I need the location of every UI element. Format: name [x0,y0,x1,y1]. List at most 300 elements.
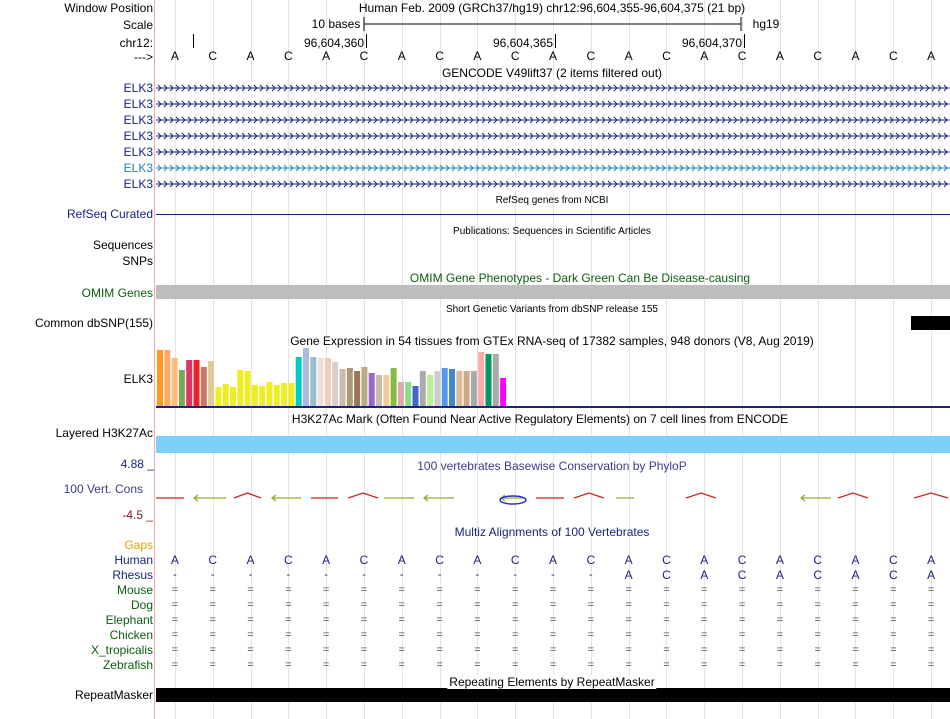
sequence-base: C [208,49,218,63]
multiz-species-label[interactable]: Rhesus [112,568,153,582]
multiz-base: = [285,659,292,671]
multiz-base: = [285,629,292,641]
refseq-title: RefSeq genes from NCBI [495,195,609,206]
omim-gene-bar[interactable] [156,285,950,299]
gtex-tissue-bar[interactable] [449,369,455,406]
gtex-tissue-bar[interactable] [172,358,178,406]
publications-snps-label[interactable]: SNPs [122,254,153,268]
gtex-tissue-bar[interactable] [318,358,324,406]
gtex-tissue-bar[interactable] [500,378,506,406]
phylop-segment [914,493,948,498]
multiz-base: = [171,644,179,656]
phylop-min-label: -4.5 _ [122,508,153,522]
sequence-base: C [283,49,293,63]
h3k27ac-label[interactable]: Layered H3K27Ac [55,426,153,440]
gtex-title: Gene Expression in 54 tissues from GTEx RNA-seq of 17382 samples, 948 donors (V8, Aug 2019) [290,334,814,348]
dbsnp-title: Short Genetic Variants from dbSNP release 155 [446,304,658,315]
multiz-base: = [474,614,481,626]
repeatmasker-bar[interactable] [156,688,950,702]
multiz-base: = [322,644,330,656]
multiz-base: - [513,569,518,581]
multiz-base: = [171,599,179,611]
gtex-tissue-bar[interactable] [230,387,236,406]
multiz-base: = [663,659,670,671]
multiz-base: = [852,659,859,671]
ruler-position-label: 96,604,360 [303,36,364,50]
dbsnp-label[interactable]: Common dbSNP(155) [34,316,153,330]
multiz-base: = [247,584,254,596]
multiz-base: - [286,569,291,581]
multiz-base: = [474,599,481,611]
multiz-species-label[interactable]: Mouse [116,583,153,597]
gtex-tissue-bar[interactable] [157,350,163,406]
gtex-tissue-bar[interactable] [325,358,331,406]
multiz-base: C [737,568,747,582]
gencode-transcript[interactable] [156,98,950,110]
multiz-base: = [549,644,557,656]
multiz-base: = [511,629,519,641]
multiz-base: = [171,629,179,641]
multiz-base: = [209,584,216,596]
multiz-base: = [209,644,216,656]
h3k27ac-signal[interactable] [156,436,950,453]
multiz-base: C [359,553,369,567]
gtex-tissue-bar[interactable] [471,371,477,406]
phylop-segment [194,495,226,501]
gtex-tissue-bar[interactable] [493,354,499,406]
multiz-base: = [322,584,330,596]
gtex-tissue-bar[interactable] [179,370,185,406]
phylop-segment [574,493,604,498]
phylop-segment [424,495,454,501]
sequence-base: C [813,49,822,63]
multiz-base: = [436,644,443,656]
multiz-base: = [738,644,746,656]
multiz-base: = [776,644,784,656]
multiz-base: = [474,629,481,641]
multiz-base: = [852,599,859,611]
multiz-base: C [813,553,822,567]
multiz-base: = [625,644,632,656]
gtex-tissue-bar[interactable] [398,382,404,406]
multiz-base: = [663,614,670,626]
sequence-base: A [322,49,331,63]
multiz-base: = [511,599,519,611]
sequence-base: A [170,49,179,63]
gtex-tissue-bar[interactable] [478,352,484,406]
gencode-transcript[interactable] [156,178,950,190]
multiz-base: = [247,659,254,671]
multiz-base: = [625,584,632,596]
phylop-signal[interactable] [156,488,950,512]
gtex-tissue-bar[interactable] [215,387,221,406]
gtex-tissue-bar[interactable] [413,386,419,406]
gencode-transcript[interactable] [156,146,950,158]
multiz-base: = [209,599,216,611]
multiz-base: - [324,569,328,581]
strand-arrow-label: ---> [134,50,153,64]
gtex-tissue-bar[interactable] [288,383,294,406]
multiz-base: - [399,569,404,581]
multiz-base: A [700,568,709,582]
gtex-tissue-bar[interactable] [369,373,375,406]
gencode-transcript-label[interactable]: ELK3 [123,161,153,175]
multiz-base: C [435,553,444,567]
gtex-gene-label[interactable]: ELK3 [123,372,153,386]
multiz-base: = [360,584,368,596]
sequence-base: A [397,49,406,63]
multiz-base: = [549,584,557,596]
gencode-transcript[interactable] [156,130,950,142]
multiz-base: A [170,553,179,567]
multiz-base: = [511,644,519,656]
multiz-base: = [360,614,368,626]
multiz-base: = [285,584,292,596]
multiz-base: = [890,659,897,671]
gencode-transcript-label[interactable]: ELK3 [123,177,153,191]
multiz-base: = [209,614,216,626]
window-position-label: Window Position [64,1,153,15]
multiz-base: = [738,584,746,596]
multiz-base: = [398,659,405,671]
gtex-tissue-bar[interactable] [267,382,273,406]
sequence-base: A [246,49,255,63]
gtex-tissue-bar[interactable] [361,367,367,406]
gencode-transcript[interactable] [156,82,950,94]
gtex-tissue-bar[interactable] [405,382,411,406]
multiz-base: = [247,614,254,626]
multiz-base: = [776,614,784,626]
multiz-species-label[interactable]: Elephant [105,613,153,627]
multiz-base: = [247,599,254,611]
gtex-tissue-bar[interactable] [376,375,382,406]
multiz-base: = [398,584,405,596]
multiz-base: - [588,569,593,581]
multiz-base: - [248,569,253,581]
multiz-base: A [624,553,633,567]
phylop-max-label: 4.88 _ [120,457,154,471]
multiz-base: = [285,599,292,611]
multiz-base: = [322,659,330,671]
gtex-bar-chart[interactable] [156,348,950,410]
multiz-base: A [927,553,936,567]
gencode-transcript[interactable] [156,162,950,174]
multiz-base: A [927,568,936,582]
sequence-base: A [548,49,557,63]
multiz-base: A [700,553,709,567]
sequence-base: A [851,49,860,63]
phylop-label[interactable]: 100 Vert. Cons [63,482,143,496]
multiz-base: C [888,553,898,567]
gtex-tissue-bar[interactable] [164,350,170,406]
multiz-base: = [852,629,859,641]
multiz-base: = [890,644,897,656]
gtex-tissue-bar[interactable] [259,386,265,406]
multiz-base: = [852,614,859,626]
multiz-base: = [852,584,859,596]
multiz-title: Multiz Alignments of 100 Vertebrates [454,525,650,539]
multiz-base: = [927,629,935,641]
scale-label: Scale [122,18,153,32]
multiz-base: A [548,553,557,567]
multiz-base: = [171,659,179,671]
publications-title: Publications: Sequences in Scientific Articles [453,226,651,237]
sequence-base: C [435,49,444,63]
ruler-tick [555,34,556,48]
multiz-base: = [549,599,557,611]
multiz-base: = [663,584,670,596]
repeatmasker-title: Repeating Elements by RepeatMasker [449,675,655,689]
multiz-base: = [436,584,443,596]
multiz-base: = [322,614,330,626]
multiz-base: = [587,629,595,641]
multiz-base: = [436,659,443,671]
ruler-position-label: 96,604,365 [492,36,553,50]
multiz-base: = [436,629,443,641]
multiz-base: = [890,629,897,641]
gtex-tissue-bar[interactable] [427,375,433,406]
dbsnp-variant[interactable] [911,316,950,330]
multiz-base: = [701,614,708,626]
gencode-transcript-label[interactable]: ELK3 [123,81,153,95]
multiz-species-label[interactable]: Dog [130,598,153,612]
gtex-tissue-bar[interactable] [281,383,287,406]
multiz-base: = [436,614,443,626]
refseq-label[interactable]: RefSeq Curated [66,207,153,221]
gtex-tissue-bar[interactable] [332,362,338,406]
gtex-tissue-bar[interactable] [252,385,258,406]
multiz-base: = [247,644,254,656]
gtex-tissue-bar[interactable] [201,367,207,406]
multiz-base: = [927,659,935,671]
phylop-segment [272,495,301,501]
sequence-base: A [624,49,633,63]
multiz-base: = [511,659,519,671]
multiz-base: = [814,629,821,641]
repeatmasker-label[interactable]: RepeatMasker [74,688,153,702]
multiz-base: = [890,614,897,626]
multiz-base: - [362,569,366,581]
multiz-base: = [701,629,708,641]
multiz-base: C [737,553,747,567]
multiz-base: C [813,568,822,582]
multiz-base: = [549,629,557,641]
gtex-tissue-bar[interactable] [303,348,309,406]
sequence-base: C [888,49,898,63]
multiz-base: = [247,629,254,641]
gtex-tissue-bar[interactable] [347,368,353,406]
gencode-transcript-label[interactable]: ELK3 [123,129,153,143]
gtex-tissue-bar[interactable] [486,354,492,406]
multiz-base: = [625,614,632,626]
multiz-base: = [927,644,935,656]
multiz-species-label[interactable]: Zebrafish [102,658,153,672]
multiz-base: = [701,599,708,611]
gaps-label: Gaps [124,538,153,552]
multiz-base: = [663,599,670,611]
phylop-segment [801,495,831,501]
gencode-title: GENCODE V49lift37 (2 items filtered out) [441,66,663,80]
sequence-base: C [359,49,369,63]
gtex-tissue-bar[interactable] [194,360,200,406]
multiz-base: = [474,644,481,656]
multiz-base: A [851,553,860,567]
multiz-base: C [510,553,520,567]
sequence-base: A [927,49,936,63]
multiz-base: = [587,584,595,596]
multiz-base: = [625,599,632,611]
multiz-base: = [701,584,708,596]
multiz-base: A [775,553,784,567]
multiz-base: = [285,614,292,626]
multiz-base: = [474,659,481,671]
gencode-transcript[interactable] [156,114,950,126]
multiz-base: = [285,644,292,656]
h3k27ac-title: H3K27Ac Mark (Often Found Near Active Regulatory Elements) on 7 cell lines from ENCODE [291,412,789,426]
multiz-base: = [587,599,595,611]
multiz-base: - [173,569,177,581]
multiz-base: = [360,599,368,611]
multiz-base: = [738,659,746,671]
gtex-tissue-bar[interactable] [274,385,280,406]
multiz-base: = [549,614,557,626]
chrom-label: chr12: [119,36,153,50]
multiz-base: = [927,599,935,611]
multiz-species-label[interactable]: Human [114,553,153,567]
multiz-base: A [624,568,633,582]
gencode-transcript-label[interactable]: ELK3 [123,97,153,111]
multiz-species-label[interactable]: Chicken [109,628,153,642]
sequence-base: C [510,49,520,63]
phylop-segment [234,493,261,498]
multiz-base: = [814,614,821,626]
scale-text: 10 bases [311,17,361,31]
multiz-base: A [775,568,784,582]
ruler-tick [366,34,367,48]
gtex-tissue-bar[interactable] [340,369,346,406]
multiz-base: C [662,568,671,582]
ruler-tick [744,34,745,48]
multiz-base: = [360,644,368,656]
multiz-base: = [776,629,784,641]
multiz-base: C [283,553,293,567]
multiz-base: = [322,599,330,611]
refseq-gene-line[interactable] [156,214,950,215]
multiz-species-label[interactable]: X_tropicalis [90,643,153,657]
position-text: Human Feb. 2009 (GRCh37/hg19) chr12:96,604,355-96,604,375 (21 bp) [358,1,746,15]
gtex-tissue-bar[interactable] [310,357,316,406]
multiz-base: = [927,584,935,596]
gtex-tissue-bar[interactable] [391,368,397,406]
multiz-base: A [473,553,482,567]
gtex-tissue-bar[interactable] [223,384,229,406]
gtex-tissue-bar[interactable] [383,375,389,406]
gtex-tissue-bar[interactable] [442,368,448,406]
gtex-tissue-bar[interactable] [464,371,470,406]
multiz-base: = [625,629,632,641]
phylop-segment [348,493,378,498]
multiz-base: = [701,659,708,671]
multiz-base: = [360,629,368,641]
sequence-base: C [586,49,596,63]
gtex-tissue-bar[interactable] [237,370,243,406]
gencode-transcript-label[interactable]: ELK3 [123,145,153,159]
ruler-position-label: 96,604,370 [681,36,742,50]
gtex-tissue-bar[interactable] [354,371,360,406]
gtex-tissue-bar[interactable] [186,360,192,406]
ruler-tick [193,34,194,48]
label-separator [154,0,155,719]
multiz-base: = [398,629,405,641]
multiz-base: C [888,568,898,582]
sequence-base: A [473,49,482,63]
multiz-base: = [738,629,746,641]
multiz-base: = [814,644,821,656]
multiz-base: - [475,569,480,581]
multiz-base: = [625,659,632,671]
gtex-tissue-bar[interactable] [434,371,440,406]
multiz-base: = [322,629,330,641]
gtex-tissue-bar[interactable] [208,361,214,406]
multiz-base: = [663,644,670,656]
multiz-base: = [776,584,784,596]
sequence-base: C [737,49,747,63]
gencode-transcript-label[interactable]: ELK3 [123,113,153,127]
assembly-label: hg19 [752,17,780,31]
gtex-tissue-bar[interactable] [456,371,462,406]
scale-bar [361,14,746,34]
publications-sequences-label[interactable]: Sequences [92,238,153,252]
multiz-base: = [474,584,481,596]
track-data-area[interactable] [156,0,950,719]
multiz-base: = [890,599,897,611]
phylop-title: 100 vertebrates Basewise Conservation by PhyloP [417,459,687,473]
multiz-base: = [927,614,935,626]
sequence-base: C [662,49,671,63]
multiz-base: = [398,644,405,656]
multiz-base: = [776,659,784,671]
multiz-base: C [586,553,596,567]
omim-label[interactable]: OMIM Genes [81,286,153,300]
multiz-base: A [322,553,331,567]
multiz-base: = [814,584,821,596]
multiz-base: = [171,614,179,626]
gtex-tissue-bar[interactable] [296,357,302,406]
sequence-base: A [700,49,709,63]
multiz-base: = [209,659,216,671]
multiz-base: = [398,599,405,611]
multiz-base: - [437,569,442,581]
multiz-base: = [360,659,368,671]
multiz-base: - [551,569,555,581]
sequence-base: A [775,49,784,63]
multiz-base: - [210,569,215,581]
multiz-base: = [814,599,821,611]
multiz-base: C [208,553,218,567]
multiz-base: = [511,614,519,626]
multiz-base: A [246,553,255,567]
multiz-base: = [587,644,595,656]
gtex-tissue-bar[interactable] [420,371,426,406]
omim-title: OMIM Gene Phenotypes - Dark Green Can Be Disease-causing [409,271,751,285]
multiz-base: = [587,614,595,626]
multiz-base: = [436,599,443,611]
multiz-base: = [738,599,746,611]
multiz-base: = [701,644,708,656]
gtex-tissue-bar[interactable] [245,371,251,406]
multiz-base: = [890,584,897,596]
multiz-base: = [398,614,405,626]
